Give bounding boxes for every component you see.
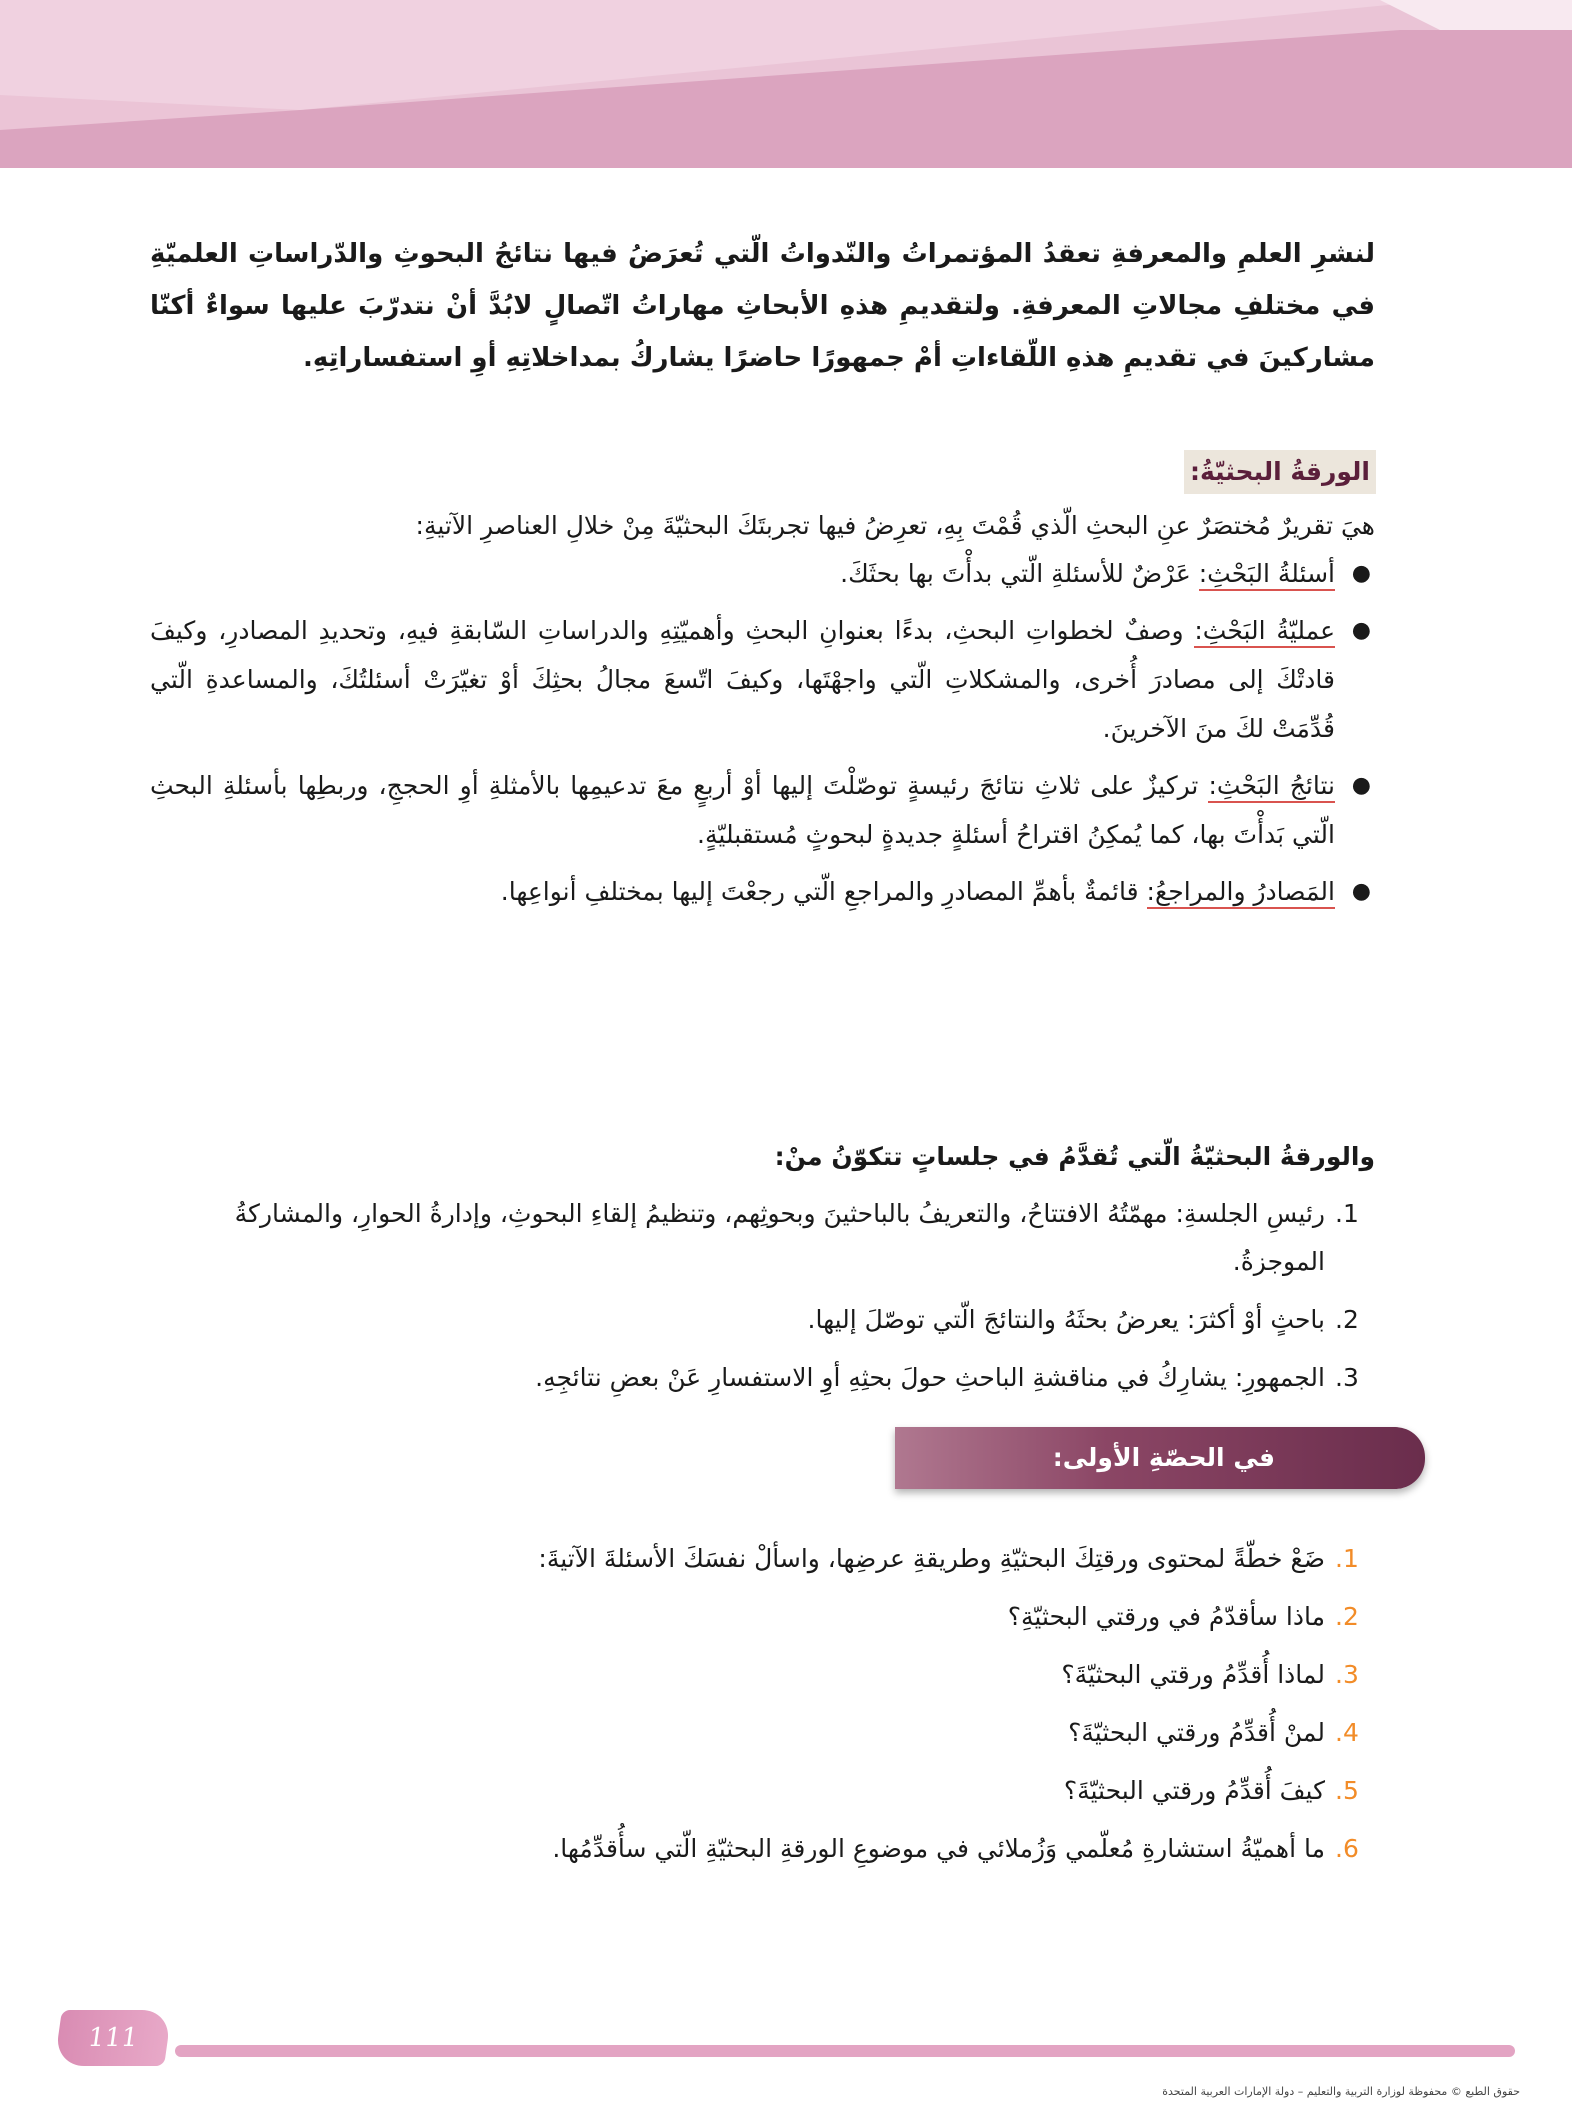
list-item <box>150 549 1375 598</box>
definition-block <box>150 503 1375 924</box>
item-number: 3. <box>1335 1660 1359 1689</box>
item-text: الجمهورِ: يشارِكُ في مناقشةِ الباحثِ حولَ بحثِهِ أوِ الاستفسارِ عَنْ بعضِ نتائجِهِ. <box>535 1363 1325 1392</box>
item-number: 4. <box>1335 1718 1359 1747</box>
copyright-text: حقوق الطبع © محفوظة لوزارة التربية والتعليم – دولة الإمارات العربية المتحدة <box>1162 2085 1520 2098</box>
list-item <box>150 1354 1375 1402</box>
list-item <box>150 1535 1375 1583</box>
item-number: 1. <box>1335 1544 1359 1573</box>
list-item <box>150 1651 1375 1699</box>
item-text: كيفَ أُقدِّمُ ورقتي البحثيّةَ؟ <box>1063 1776 1325 1805</box>
item-text: لماذا أُقدِّمُ ورقتي البحثيّةَ؟ <box>1061 1660 1325 1689</box>
bullet-icon: ● <box>1351 773 1371 798</box>
list-item <box>150 761 1375 859</box>
item-text: رئيسِ الجلسةِ: مهمّتُهُ الافتتاحُ، والتعريفُ بالباحثينَ وبحوثِهم، وتنظيمُ إلقاءِ البحوثِ، وإدارةُ الحوارِ، والمشاركةُ الموجزةُ. <box>234 1199 1325 1276</box>
item-text: ماذا سأقدّمُ في ورقتي البحثيّةِ؟ <box>1007 1602 1325 1631</box>
term: نتائجُ البَحْثِ: <box>1208 771 1335 803</box>
tasks-block <box>150 1535 1375 1883</box>
session-title: والورقةُ البحثيّةُ الّتي تُقدَّمُ في جلساتٍ تتكوّنُ منْ: <box>774 1142 1375 1171</box>
footer-bar <box>175 2045 1515 2057</box>
definition-text: هيَ تقريرٌ مُختصَرٌ عنِ البحثِ الّذي قُمْتَ بِهِ، تعرِضُ فيها تجربتَكَ البحثيّةَ مِنْ خلالِ العناصرِ الآتيةِ: <box>415 511 1375 540</box>
page-number: 111 <box>54 2010 172 2066</box>
list-item <box>150 1767 1375 1815</box>
item-text: ما أهميّةُ استشارةِ مُعلّمي وَزُملائي في موضوعِ الورقةِ البحثيّةِ الّتي سأُقدِّمُها. <box>552 1834 1325 1863</box>
elements-list <box>150 549 1375 916</box>
item-number: 1. <box>1335 1199 1359 1228</box>
list-item <box>150 1709 1375 1757</box>
list-item <box>150 1593 1375 1641</box>
list-item <box>150 1825 1375 1873</box>
session-list <box>150 1190 1375 1402</box>
badge-label: في الحصّةِ الأولى: <box>1052 1443 1275 1472</box>
term-text: وصفٌ لخطواتِ البحثِ، بدءًا بعنوانِ البحثِ وأهميّتِهِ والدراساتِ السّابقةِ فيهِ، وتحديدِ المصادرِ، وكيفَ قادتْكَ إلى مصادرَ أُخرى، والمشكلاتِ الّتي واجهْتَها، وكيفَ اتّسعَ مجالُ بحثِكَ أوْ تغيّرَتْ أسئلتُكَ، والمساعدةِ الّتي قُدِّمَتْ لكَ منَ الآخرينَ. <box>150 616 1335 743</box>
session-block <box>150 1136 1375 1412</box>
term: عمليّةُ البَحْثِ: <box>1194 616 1335 648</box>
intro-paragraph: لنشرِ العلمِ والمعرفةِ تعقدُ المؤتمراتُ والنّدواتُ الّتي تُعرَضُ فيها نتائجُ البحوثِ والدّراساتِ العلميّةِ في مختلفِ مجالاتِ المعرفةِ. ولتقديمِ هذهِ الأبحاثِ مهاراتُ اتّصالٍ لابُدَّ أنْ نتدرّبَ عليها سواءٌ أكنّا مشاركينَ في تقديمِ هذهِ اللّقاءاتِ أمْ جمهورًا حاضرًا يشاركُ بمداخلاتِهِ أوِ استفساراتِهِ. <box>150 239 1375 373</box>
list-item <box>150 606 1375 753</box>
item-text: ضَعْ خطّةً لمحتوى ورقتِكَ البحثيّةِ وطريقةِ عرضِها، واسألْ نفسَكَ الأسئلةَ الآتيةَ: <box>538 1544 1325 1573</box>
term-text: قائمةٌ بأهمِّ المصادرِ والمراجعِ الّتي رجعْتَ إليها بمختلفِ أنواعِها. <box>500 877 1147 906</box>
bullet-icon: ● <box>1351 879 1371 904</box>
item-text: لمنْ أُقدِّمُ ورقتي البحثيّةَ؟ <box>1068 1718 1325 1747</box>
list-item <box>150 1296 1375 1344</box>
item-number: 2. <box>1335 1602 1359 1631</box>
term: المَصادرُ والمراجعُ: <box>1147 877 1335 909</box>
term: أسئلةُ البَحْثِ: <box>1199 559 1335 591</box>
item-number: 6. <box>1335 1834 1359 1863</box>
term-text: تركيزٌ على ثلاثِ نتائجَ رئيسةٍ توصّلْتَ إليها أوْ أربعٍ معَ تدعيمِها بالأمثلةِ أوِ الحججِ، وربطِها بأسئلةِ البحثِ الّتي بَدأْتَ بها، كما يُمكِنُ اقتراحُ أسئلةٍ جديدةٍ لبحوثٍ مُستقبليّةٍ. <box>150 771 1335 849</box>
list-item <box>150 867 1375 916</box>
item-text: باحثٍ أوْ أكثرَ: يعرضُ بحثَهُ والنتائجَ الّتي توصّلَ إليها. <box>807 1305 1325 1334</box>
header-banner <box>0 0 1572 168</box>
item-number: 3. <box>1335 1363 1359 1392</box>
list-item <box>150 1190 1375 1286</box>
tasks-list <box>150 1535 1375 1873</box>
section-title: الورقةُ البحثيّةُ: <box>1184 450 1376 494</box>
term-text: عَرْضٌ للأسئلةِ الّتي بدأْتَ بها بحثَكَ. <box>840 559 1199 588</box>
bullet-icon: ● <box>1351 561 1371 586</box>
bullet-icon: ● <box>1351 618 1371 643</box>
lesson-badge <box>895 1427 1425 1489</box>
item-number: 2. <box>1335 1305 1359 1334</box>
item-number: 5. <box>1335 1776 1359 1805</box>
